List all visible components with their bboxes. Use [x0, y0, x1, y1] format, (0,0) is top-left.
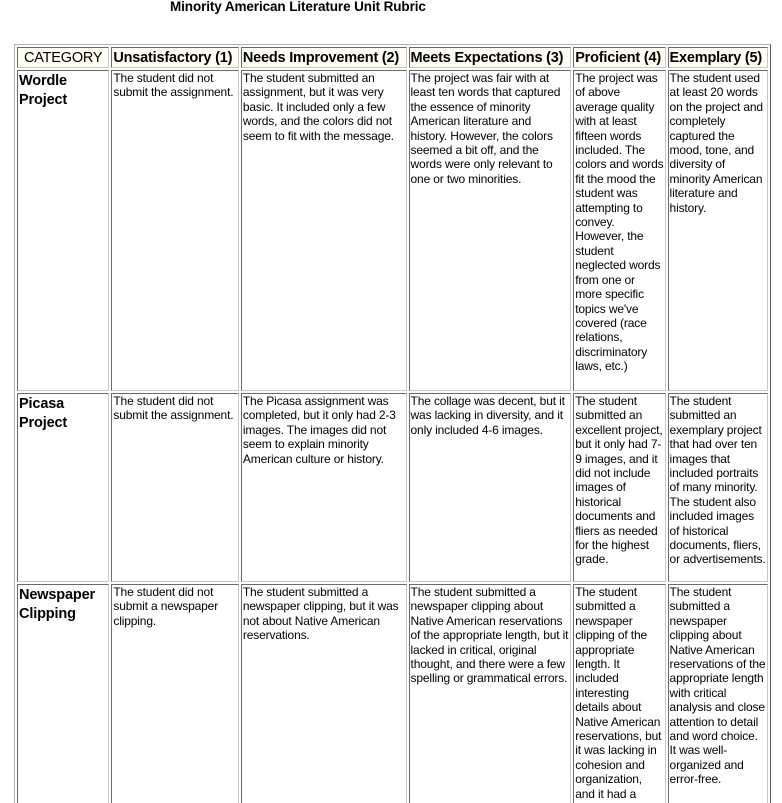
header-proficient: Proficient (4)	[573, 47, 665, 68]
rubric-cell-exemplary: The student submitted a newspaper clipping about Native American reservations of the appropriate length with critical analysis and close attention to detail and word choice. It was well-organized and error-free.	[668, 584, 768, 803]
rubric-cell-proficient: The student submitted a newspaper clipping of the appropriate length. It included interesting details about Native American reservations, but it was lacking in cohesion and organization, and it had a	[573, 584, 665, 803]
rubric-cell-meets-expectations: The project was fair with at least ten words that captured the essence of minority American literature and history. However, the colors seemed a bit off, and the words were only relevant to one or two minorities.	[409, 70, 572, 391]
rubric-cell-proficient: The project was of above average quality with at least fifteen words included. The colors and words fit the mood the student was attempting to convey. However, the student neglected words from one or more specific topics we've covered (race relations, discriminatory laws, etc.)	[573, 70, 665, 391]
rubric-cell-needs-improvement: The student submitted an assignment, but it was very basic. It included only a few words, and the colors did not seem to fit with the message.	[241, 70, 407, 391]
category-cell: Wordle Project	[17, 70, 109, 391]
rubric-cell-proficient: The student submitted an excellent project, but it only had 7-9 images, and it did not include images of historical documents and fliers as needed for the highest grade.	[573, 393, 665, 582]
rubric-table	[14, 44, 771, 803]
rubric-cell-needs-improvement: The Picasa assignment was completed, but it only had 2-3 images. The images did not seem to explain minority American culture or history.	[241, 393, 407, 582]
category-cell: Newspaper Clipping	[17, 584, 109, 803]
header-unsatisfactory: Unsatisfactory (1)	[111, 47, 239, 68]
page-title: Minority American Literature Unit Rubric	[170, 0, 426, 14]
header-row	[17, 47, 768, 68]
rubric-cell-needs-improvement: The student submitted a newspaper clipping, but it was not about Native American reservations.	[241, 584, 407, 803]
table-row	[17, 584, 768, 803]
rubric-cell-meets-expectations: The collage was decent, but it was lacking in diversity, and it only included 4-6 images.	[409, 393, 572, 582]
header-meets-expectations: Meets Expectations (3)	[409, 47, 572, 68]
rubric-cell-unsatisfactory: The student did not submit the assignment.	[111, 70, 239, 391]
table-row	[17, 393, 768, 582]
rubric-cell-meets-expectations: The student submitted a newspaper clipping about Native American reservations of the appropriate length, but it lacked in critical, original thought, and there were a few spelling or grammatical errors.	[409, 584, 572, 803]
header-category: CATEGORY	[17, 47, 109, 68]
rubric-cell-exemplary: The student submitted an exemplary project that had over ten images that included portraits of many minority. The student also included images of historical documents, fliers, or advertisements.	[668, 393, 768, 582]
header-needs-improvement: Needs Improvement (2)	[241, 47, 407, 68]
rubric-cell-unsatisfactory: The student did not submit the assignment.	[111, 393, 239, 582]
rubric-cell-unsatisfactory: The student did not submit a newspaper clipping.	[111, 584, 239, 803]
table-row	[17, 70, 768, 391]
category-cell: Picasa Project	[17, 393, 109, 582]
rubric-cell-exemplary: The student used at least 20 words on the project and completely captured the mood, tone, and diversity of minority American literature and history.	[668, 70, 768, 391]
header-exemplary: Exemplary (5)	[668, 47, 768, 68]
